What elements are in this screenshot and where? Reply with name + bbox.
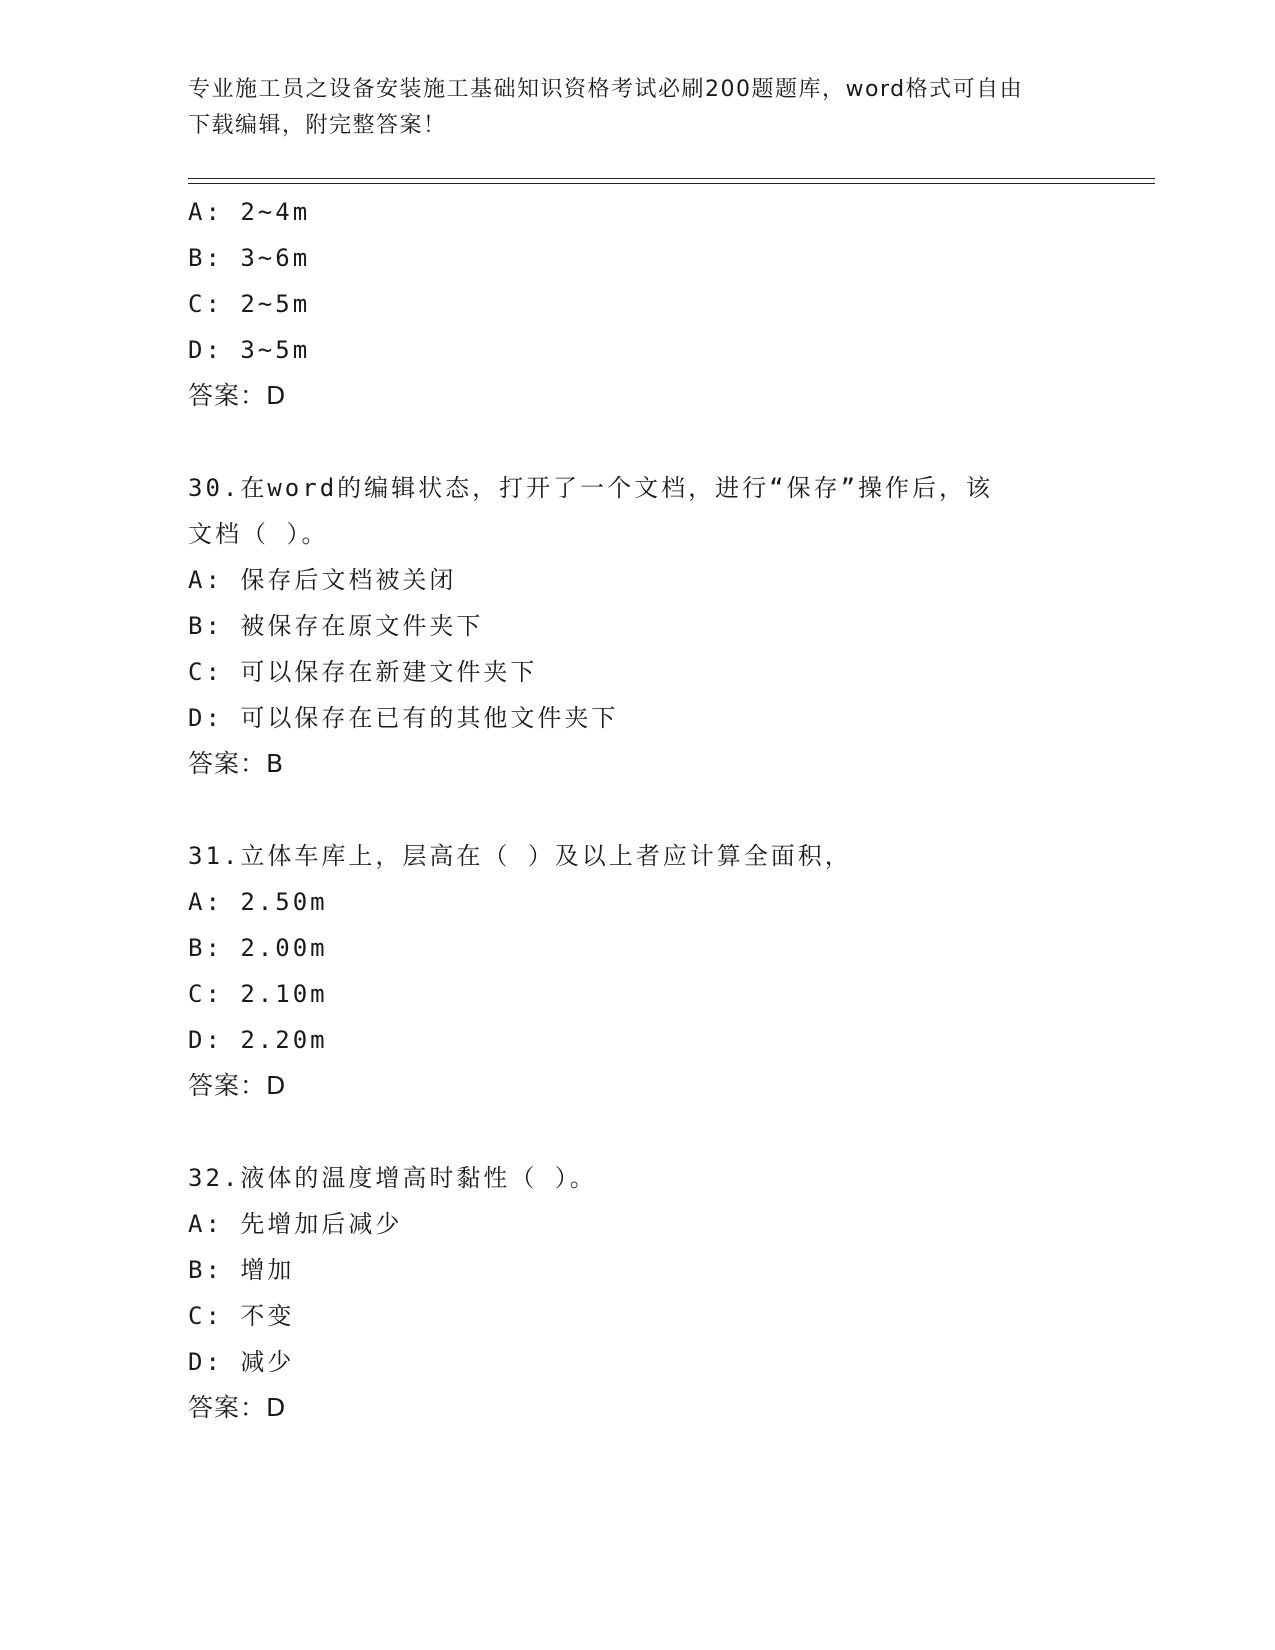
document-header — [188, 72, 1088, 144]
question-text-continued: 文档（ ）。 — [188, 520, 329, 548]
option-c: C: 2.10m — [188, 980, 328, 1008]
spacer — [188, 1109, 1088, 1155]
header-divider-bottom — [188, 183, 1155, 184]
header-divider-top — [188, 178, 1155, 179]
option-c: C: 不变 — [188, 1302, 295, 1330]
prev-question-block — [188, 189, 1088, 419]
option-d: D: 2.20m — [188, 1026, 328, 1054]
option-a: A: 先增加后减少 — [188, 1210, 403, 1238]
option-b: B: 增加 — [188, 1256, 295, 1284]
option-a: A: 2~4m — [188, 198, 311, 226]
option-b: B: 2.00m — [188, 934, 328, 962]
spacer — [188, 787, 1088, 833]
option-b: B: 3~6m — [188, 244, 311, 272]
question-list — [188, 189, 1088, 1431]
answer-label: 答案：D — [188, 1393, 287, 1422]
question-text: 32.液体的温度增高时黏性（ ）。 — [188, 1164, 597, 1192]
answer-label: 答案：D — [188, 1071, 287, 1100]
option-d: D: 减少 — [188, 1348, 295, 1376]
option-a: A: 保存后文档被关闭 — [188, 566, 457, 594]
option-d: D: 3~5m — [188, 336, 311, 364]
spacer — [188, 419, 1088, 465]
header-line-1: 专业施工员之设备安装施工基础知识资格考试必刷200题题库，word格式可自由 — [188, 77, 1024, 102]
question-text: 31.立体车库上，层高在（ ）及以上者应计算全面积， — [188, 842, 852, 870]
option-a: A: 2.50m — [188, 888, 328, 916]
question-31 — [188, 833, 1088, 1109]
option-d: D: 可以保存在已有的其他文件夹下 — [188, 704, 619, 732]
question-30 — [188, 465, 1088, 787]
option-b: B: 被保存在原文件夹下 — [188, 612, 484, 640]
question-32 — [188, 1155, 1088, 1431]
question-text: 30.在word的编辑状态，打开了一个文档，进行“保存”操作后，该 — [188, 474, 994, 502]
answer-label: 答案：D — [188, 381, 287, 410]
header-line-2: 下载编辑，附完整答案！ — [188, 113, 447, 138]
option-c: C: 2~5m — [188, 290, 311, 318]
answer-label: 答案：B — [188, 749, 285, 778]
option-c: C: 可以保存在新建文件夹下 — [188, 658, 538, 686]
